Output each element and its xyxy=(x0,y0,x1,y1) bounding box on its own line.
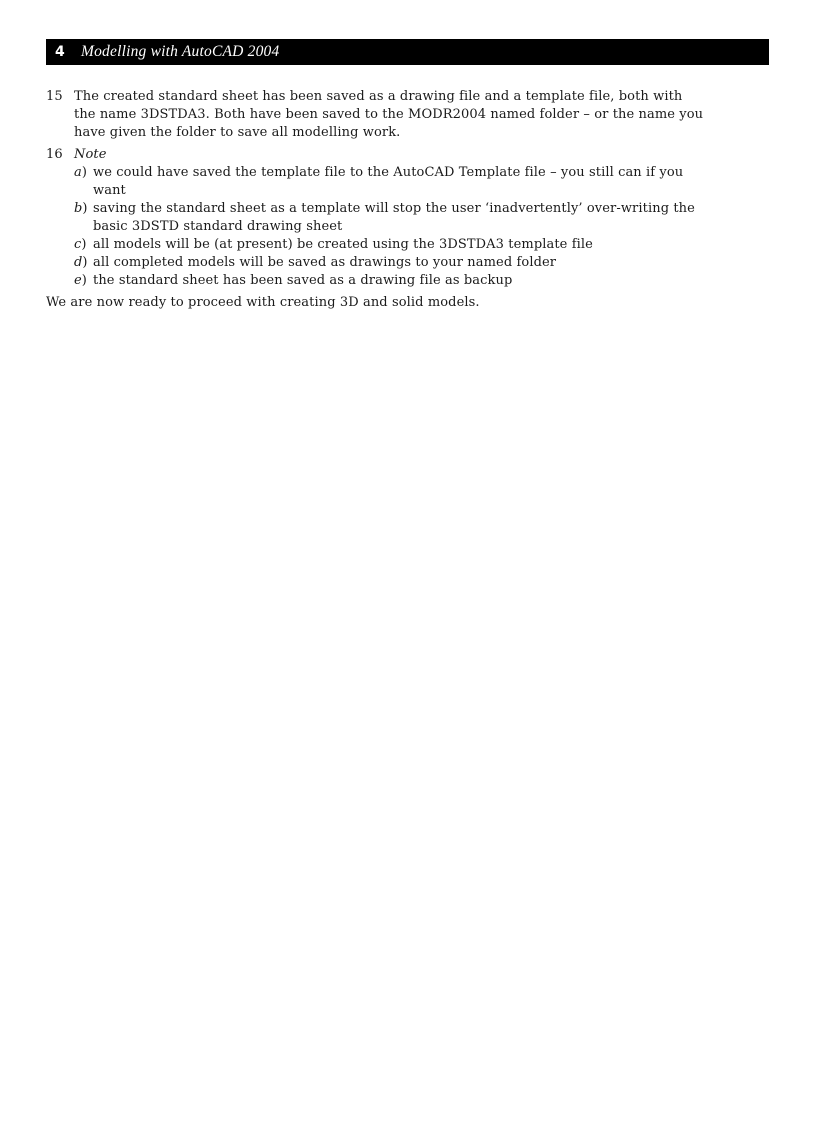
item-text: The created standard sheet has been saved as a drawing file and a template file, both with the name 3DSTDA3. Both have been saved to the MODR2004 named folder – or the name you have given the folder to save all modelling work. xyxy=(74,89,704,140)
note-item-text: all models will be (at present) be created using the 3DSTDA3 template file xyxy=(93,237,593,252)
numbered-item-15 xyxy=(46,88,706,142)
running-header xyxy=(46,39,769,65)
note-item-text: saving the standard sheet as a template will stop the user ‘inadvertently’ over-writing the basic 3DSTD standard drawing sheet xyxy=(93,201,695,234)
note-item-d xyxy=(74,254,706,272)
note-label: Note xyxy=(74,147,107,162)
closing-paragraph: We are now ready to proceed with creating 3D and solid models. xyxy=(46,295,480,310)
page-body xyxy=(46,88,706,312)
note-item-e xyxy=(74,272,706,290)
note-list xyxy=(74,164,706,290)
note-item-a xyxy=(74,164,706,200)
item-number: 16 xyxy=(46,147,63,162)
note-item-text: we could have saved the template file to the AutoCAD Template file – you still can if you want xyxy=(93,165,684,198)
note-item-text: all completed models will be saved as drawings to your named folder xyxy=(93,255,557,270)
note-item-marker: a) xyxy=(74,165,88,180)
numbered-item-16 xyxy=(46,146,706,290)
note-item-text: the standard sheet has been saved as a drawing file as backup xyxy=(93,273,513,288)
note-item-marker: b) xyxy=(74,201,88,216)
note-item-b xyxy=(74,200,706,236)
item-number: 15 xyxy=(46,89,63,104)
book-title: Modelling with AutoCAD 2004 xyxy=(81,43,280,60)
note-item-marker: c) xyxy=(74,237,87,252)
page-number: 4 xyxy=(55,44,65,60)
note-item-c xyxy=(74,236,706,254)
note-item-marker: e) xyxy=(74,273,87,288)
note-item-marker: d) xyxy=(74,255,88,270)
